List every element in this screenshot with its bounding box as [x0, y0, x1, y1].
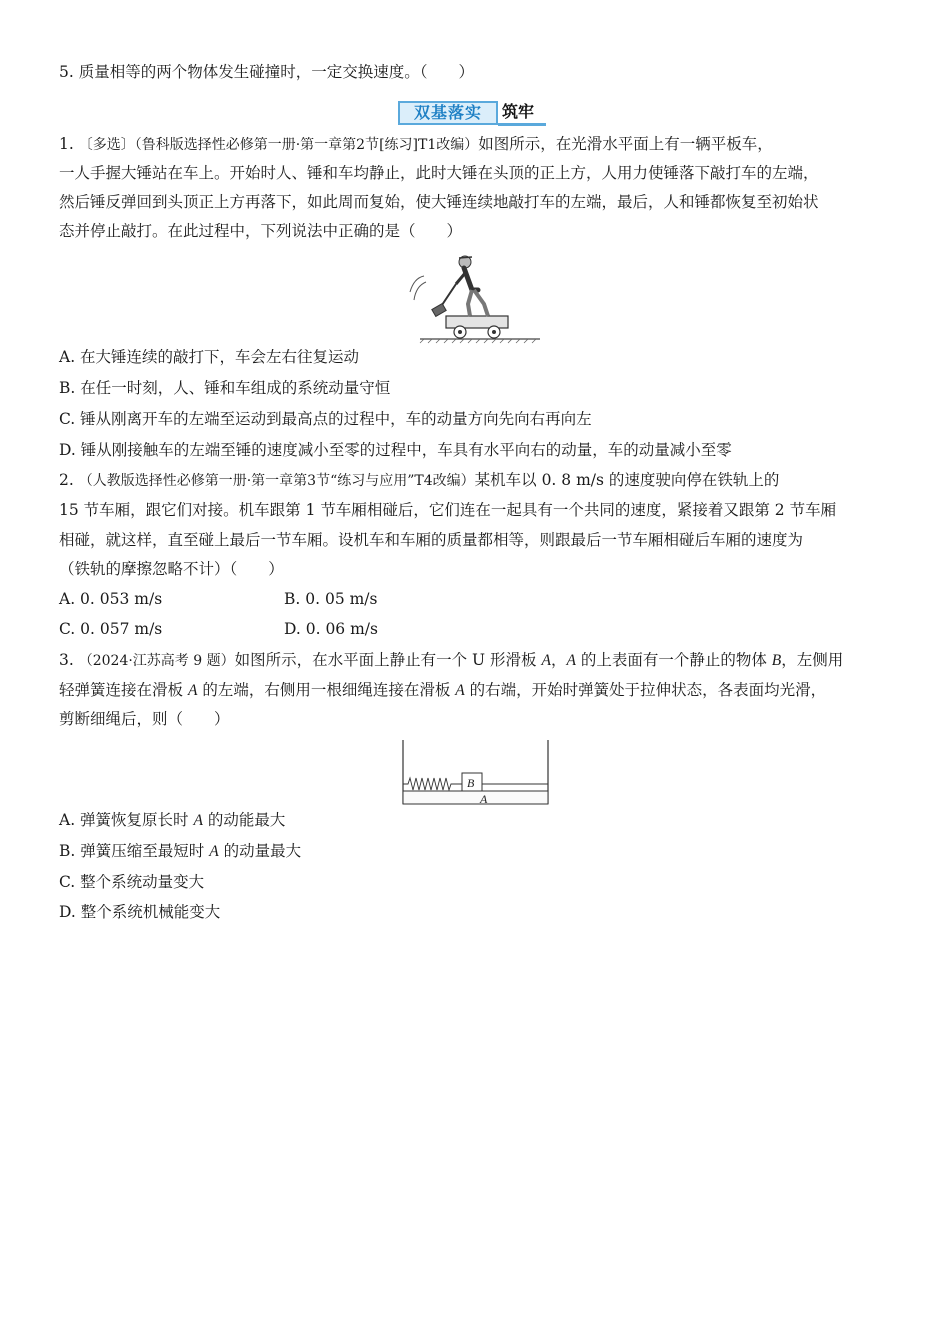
q3-stem-2a: 轻弹簧连接在滑板 — [59, 681, 188, 699]
q3-var-a: A — [455, 682, 465, 699]
question-5: 5. 质量相等的两个物体发生碰撞时，一定交换速度。（ ） — [59, 63, 474, 81]
q3-stem-1d: ，左侧用 — [781, 651, 844, 669]
q3-stem-2c: 的右端，开始时弹簧处于拉伸状态，各表面均光滑， — [464, 681, 827, 699]
q1-option-a: A. 在大锤连续的敲打下，车会左右往复运动 — [59, 348, 360, 366]
q1-source-tag: 〔多选〕（鲁科版选择性必修第一册·第一章第2节[练习]T1改编） — [78, 137, 479, 153]
q2-stem-1: 某机车以 0. 8 m/s 的速度驶向停在铁轨上的 — [474, 471, 780, 489]
q1-option-b: B. 在任一时刻，人、锤和车组成的系统动量守恒 — [59, 379, 391, 397]
q2-number: 2. — [59, 471, 79, 489]
q3-line-2 — [59, 680, 826, 701]
q1-number: 1. — [59, 135, 79, 153]
q3-var-a: A — [193, 812, 203, 829]
q2-option-c: C. 0. 057 m/s — [59, 620, 163, 638]
q3-option-b-text-2: 的动量最大 — [218, 842, 302, 860]
banner-underline — [498, 123, 546, 126]
q3-line-3: 剪断细绳后，则（ ） — [59, 710, 230, 728]
q1-line-3: 然后锤反弹回到头顶正上方再落下，如此周而复始，使大锤连续地敲打车的左端，最后，人和锤都恢复至初始状 — [59, 193, 819, 211]
section-banner — [398, 101, 550, 127]
q3-option-b-text-1: B. 弹簧压缩至最短时 — [59, 842, 210, 860]
q3-option-a-text-1: A. 弹簧恢复原长时 — [59, 811, 194, 829]
q3-option-b — [59, 841, 301, 862]
q3-var-a: A — [209, 843, 219, 860]
q3-source-tag: （2024·江苏高考 9 题） — [78, 653, 235, 669]
q3-number: 3. — [59, 651, 79, 669]
u-slider-spring-figure — [400, 738, 552, 808]
q2-line-4: （铁轨的摩擦忽略不计）（ ） — [59, 560, 284, 578]
q3-option-d: D. 整个系统机械能变大 — [59, 903, 221, 921]
person-hammer-cart-figure — [402, 248, 546, 344]
q1-option-c: C. 锤从刚离开车的左端至运动到最高点的过程中，车的动量方向先向右再向左 — [59, 410, 592, 428]
q2-source-tag: （人教版选择性必修第一册·第一章第3节“练习与应用”T4改编） — [78, 473, 475, 489]
q1-line-4: 态并停止敲打。在此过程中，下列说法中正确的是（ ） — [59, 222, 463, 240]
q2-line-2: 15 节车厢，跟它们对接。机车跟第 1 节车厢相碰后，它们连在一起具有一个共同的速度，紧接着又跟第 2 节车厢 — [59, 501, 837, 519]
q2-line-1 — [59, 470, 779, 491]
q3-var-a: A — [541, 652, 551, 669]
q1-line-1 — [59, 134, 773, 155]
q1-stem-1: 如图所示，在光滑水平面上有一辆平板车， — [478, 135, 773, 153]
q3-option-c: C. 整个系统动量变大 — [59, 873, 205, 891]
q3-var-a: A — [187, 682, 198, 699]
q3-var-b: B — [771, 652, 782, 669]
q2-option-d: D. 0. 06 m/s — [284, 620, 378, 638]
q2-option-b: B. 0. 05 m/s — [284, 590, 378, 608]
q3-stem-2b: 的左端，右侧用一根细绳连接在滑板 — [197, 681, 456, 699]
q3-stem-1c: 的上表面有一个静止的物体 — [575, 651, 772, 669]
q2-option-a: A. 0. 053 m/s — [59, 590, 163, 608]
q1-option-d: D. 锤从刚接触车的左端至锤的速度减小至零的过程中，车具有水平向右的动量，车的动量减小至零 — [59, 441, 732, 459]
q3-option-a — [59, 810, 285, 831]
q3-option-a-text-2: 的动能最大 — [202, 811, 286, 829]
q3-var-a: A — [566, 652, 576, 669]
q3-stem-1a: 如图所示，在水平面上静止有一个 U 形滑板 — [234, 651, 542, 669]
banner-subtitle: 筑牢 — [502, 102, 535, 121]
q2-line-3: 相碰，就这样，直至碰上最后一节车厢。设机车和车厢的质量都相等，则跟最后一节车厢相碰后车厢的速度为 — [59, 531, 804, 549]
banner-title: 双基落实 — [398, 101, 498, 125]
slider-a-label: A — [480, 792, 488, 806]
q3-line-1 — [59, 650, 843, 671]
q1-line-2: 一人手握大锤站在车上。开始时人、锤和车均静止，此时大锤在头顶的正上方，人用力使锤落下敲打车的左端， — [59, 164, 819, 182]
q3-stem-1b: ， — [550, 651, 567, 669]
block-b-label: B — [467, 776, 475, 790]
